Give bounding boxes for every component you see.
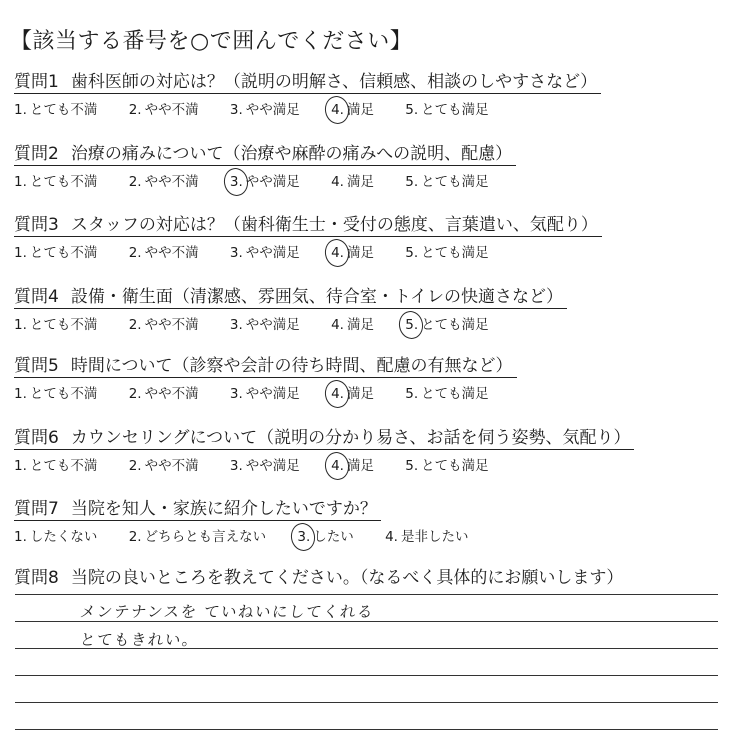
question-text: 当院を知人・家族に紹介したいですか？ bbox=[70, 499, 377, 519]
option-label: したくない bbox=[29, 529, 98, 545]
question-label: 質問6 bbox=[14, 428, 59, 448]
question-title bbox=[14, 494, 381, 521]
answer-options bbox=[14, 98, 601, 118]
option-label: とても満足 bbox=[421, 245, 489, 261]
option-number: 2. bbox=[128, 386, 142, 402]
option-label: やや不満 bbox=[144, 386, 199, 402]
option-5 bbox=[405, 382, 488, 402]
option-number: 1. bbox=[14, 102, 27, 118]
option-label: とても満足 bbox=[421, 317, 489, 333]
option-3 bbox=[230, 170, 300, 190]
option-4 bbox=[331, 313, 374, 333]
question-label: 質問1 bbox=[14, 72, 59, 92]
option-3 bbox=[230, 98, 300, 118]
option-1 bbox=[14, 98, 97, 118]
option-number: 1. bbox=[14, 529, 27, 545]
option-4 bbox=[331, 241, 374, 261]
option-label: やや満足 bbox=[245, 245, 300, 261]
question-title bbox=[14, 563, 627, 589]
option-label: とても満足 bbox=[421, 174, 489, 190]
option-4 bbox=[331, 170, 374, 190]
option-label: 満足 bbox=[346, 317, 374, 333]
option-3 bbox=[230, 241, 300, 261]
option-label: とても不満 bbox=[29, 245, 98, 261]
question-5 bbox=[14, 351, 517, 402]
answer-line bbox=[15, 729, 718, 730]
option-number: 3. bbox=[229, 317, 243, 333]
option-number: 2. bbox=[128, 174, 142, 190]
answer-options bbox=[14, 382, 517, 402]
option-label: やや満足 bbox=[245, 102, 300, 118]
option-2 bbox=[129, 170, 199, 190]
answer-options bbox=[14, 313, 567, 333]
option-label: 満足 bbox=[346, 174, 374, 190]
option-4 bbox=[331, 382, 374, 402]
question-title bbox=[14, 210, 602, 237]
question-title bbox=[14, 67, 601, 94]
question-title bbox=[14, 139, 516, 166]
option-label: とても満足 bbox=[421, 102, 489, 118]
option-4 bbox=[331, 98, 374, 118]
circled-option-number: 5. bbox=[405, 317, 419, 333]
option-number: 3. bbox=[229, 458, 243, 474]
option-number: 1. bbox=[14, 458, 27, 474]
option-5 bbox=[405, 241, 488, 261]
question-label: 質問2 bbox=[14, 144, 59, 164]
option-5 bbox=[405, 454, 488, 474]
option-4 bbox=[385, 525, 468, 545]
option-label: とても不満 bbox=[29, 317, 98, 333]
option-label: とても不満 bbox=[29, 386, 98, 402]
option-number: 1. bbox=[14, 386, 27, 402]
question-title bbox=[14, 351, 517, 378]
question-label: 質問8 bbox=[14, 568, 59, 588]
option-label: とても不満 bbox=[29, 102, 98, 118]
option-number: 4. bbox=[385, 529, 398, 545]
handwritten-answer-line-2: とてもきれい。 bbox=[78, 631, 200, 649]
answer-options bbox=[14, 241, 602, 261]
option-2 bbox=[129, 313, 199, 333]
question-2 bbox=[14, 139, 516, 190]
instruction-title: 【該当する番号を○で囲んでください】 bbox=[10, 29, 413, 54]
option-label: 満足 bbox=[346, 245, 374, 261]
option-number: 2. bbox=[128, 102, 142, 118]
option-2 bbox=[129, 98, 199, 118]
option-number: 3. bbox=[229, 245, 243, 261]
option-label: やや不満 bbox=[144, 174, 199, 190]
answer-options bbox=[14, 170, 516, 190]
question-title bbox=[14, 282, 567, 309]
option-label: やや不満 bbox=[144, 317, 199, 333]
question-3 bbox=[14, 210, 602, 261]
question-text: 治療の痛みについて（治療や麻酔の痛みへの説明、配慮） bbox=[70, 144, 513, 164]
question-label: 質問4 bbox=[14, 287, 59, 307]
option-number: 2. bbox=[128, 529, 142, 545]
option-number: 3. bbox=[229, 102, 243, 118]
option-number: 5. bbox=[405, 245, 419, 261]
circled-option-number: 4. bbox=[331, 102, 344, 118]
option-number: 2. bbox=[128, 317, 142, 333]
question-7 bbox=[14, 494, 495, 545]
option-label: とても満足 bbox=[421, 458, 489, 474]
question-4 bbox=[14, 282, 567, 333]
option-4 bbox=[331, 454, 374, 474]
circled-option-number: 4. bbox=[331, 245, 344, 261]
option-label: どちらとも言えない bbox=[144, 529, 267, 545]
option-label: とても不満 bbox=[29, 458, 98, 474]
option-label: やや不満 bbox=[144, 102, 199, 118]
question-6 bbox=[14, 423, 634, 474]
option-3 bbox=[230, 382, 300, 402]
option-number: 4. bbox=[331, 174, 344, 190]
question-text: 設備・衛生面（清潔感、雰囲気、待合室・トイレの快適さなど） bbox=[70, 287, 563, 307]
question-text: スタッフの対応は？（歯科衛生士・受付の態度、言葉遣い、気配り） bbox=[70, 215, 598, 235]
answer-line bbox=[15, 702, 718, 703]
option-label: したい bbox=[313, 529, 354, 545]
question-label: 質問5 bbox=[14, 356, 59, 376]
question-text: 歯科医師の対応は？（説明の明解さ、信頼感、相談のしやすさなど） bbox=[70, 72, 598, 92]
question-8 bbox=[14, 563, 627, 589]
option-number: 5. bbox=[405, 102, 419, 118]
option-number: 4. bbox=[331, 317, 344, 333]
option-number: 5. bbox=[405, 174, 419, 190]
option-number: 5. bbox=[405, 386, 419, 402]
option-label: 満足 bbox=[346, 102, 374, 118]
option-3 bbox=[230, 313, 300, 333]
option-label: やや不満 bbox=[144, 458, 199, 474]
handwritten-answer-line-1: メンテナンスを ていねいにしてくれる bbox=[78, 603, 376, 621]
option-label: やや満足 bbox=[245, 317, 300, 333]
answer-options bbox=[14, 525, 495, 545]
option-number: 1. bbox=[14, 245, 27, 261]
option-number: 1. bbox=[14, 174, 27, 190]
option-label: とても不満 bbox=[29, 174, 98, 190]
question-1 bbox=[14, 67, 601, 118]
option-2 bbox=[129, 382, 199, 402]
answer-options bbox=[14, 454, 634, 474]
option-label: とても満足 bbox=[421, 386, 489, 402]
option-label: やや満足 bbox=[245, 458, 300, 474]
option-3 bbox=[297, 525, 353, 545]
option-number: 5. bbox=[405, 458, 419, 474]
option-3 bbox=[230, 454, 300, 474]
option-number: 2. bbox=[128, 245, 142, 261]
option-2 bbox=[129, 241, 199, 261]
option-1 bbox=[14, 313, 97, 333]
question-text: カウンセリングについて（説明の分かり易さ、お話を伺う姿勢、気配り） bbox=[70, 428, 631, 448]
option-1 bbox=[14, 170, 97, 190]
answer-line bbox=[15, 594, 718, 595]
option-label: やや満足 bbox=[245, 174, 300, 190]
question-label: 質問7 bbox=[14, 499, 59, 519]
answer-line bbox=[15, 675, 718, 676]
option-number: 3. bbox=[229, 386, 243, 402]
option-5 bbox=[405, 313, 488, 333]
option-5 bbox=[405, 98, 488, 118]
circled-option-number: 4. bbox=[331, 386, 344, 402]
question-label: 質問3 bbox=[14, 215, 59, 235]
option-1 bbox=[14, 525, 97, 545]
option-5 bbox=[405, 170, 488, 190]
circled-option-number: 3. bbox=[229, 174, 243, 190]
question-text: 時間について（診察や会計の待ち時間、配慮の有無など） bbox=[70, 356, 513, 376]
option-1 bbox=[14, 454, 97, 474]
option-2 bbox=[129, 525, 266, 545]
option-2 bbox=[129, 454, 199, 474]
option-label: やや不満 bbox=[144, 245, 199, 261]
circled-option-number: 3. bbox=[297, 529, 311, 545]
option-1 bbox=[14, 241, 97, 261]
option-1 bbox=[14, 382, 97, 402]
option-label: 是非したい bbox=[400, 529, 469, 545]
option-number: 2. bbox=[128, 458, 142, 474]
option-label: 満足 bbox=[346, 458, 374, 474]
option-label: やや満足 bbox=[245, 386, 300, 402]
circled-option-number: 4. bbox=[331, 458, 344, 474]
option-label: 満足 bbox=[346, 386, 374, 402]
question-text: 当院の良いところを教えてください。（なるべく具体的にお願いします） bbox=[70, 568, 624, 588]
question-title bbox=[14, 423, 634, 450]
option-number: 1. bbox=[14, 317, 27, 333]
